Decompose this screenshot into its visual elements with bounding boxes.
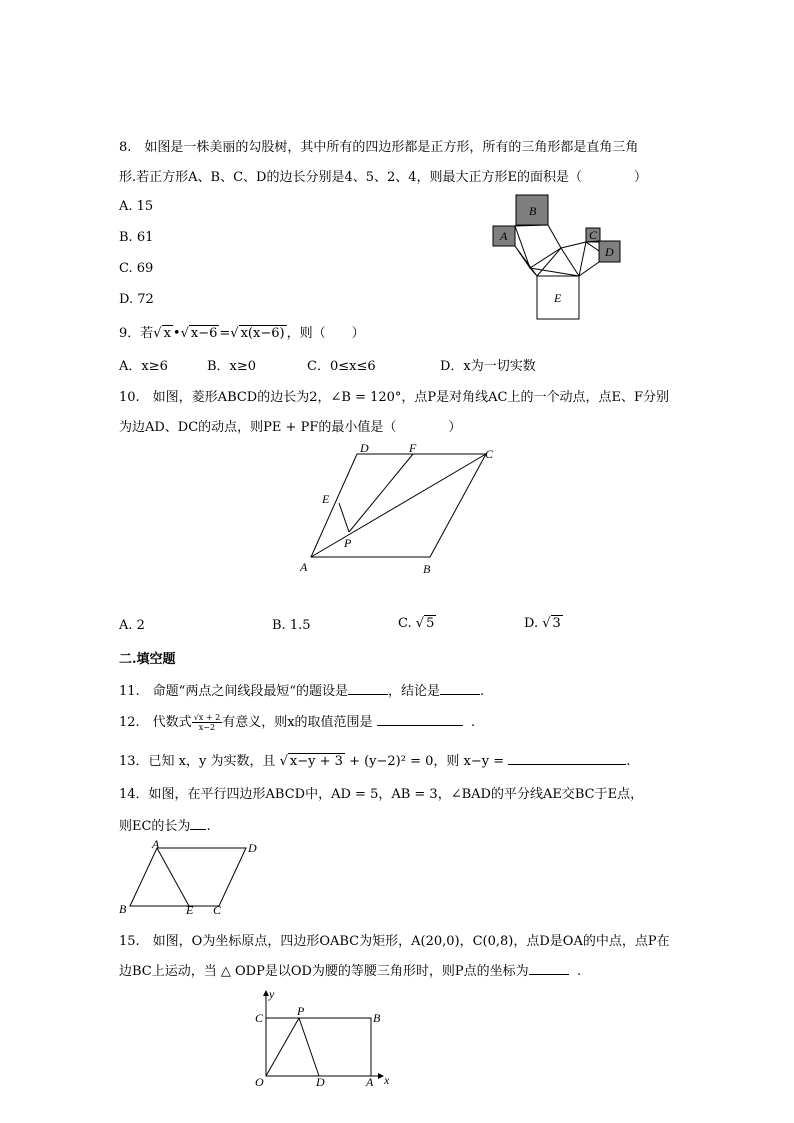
q13-blank[interactable] (508, 764, 626, 765)
q14-label-e: E (186, 903, 194, 917)
q10-label-d: D (360, 441, 369, 455)
q8-label-c: C (589, 228, 598, 242)
q10-option-d-prefix: D. (524, 616, 539, 631)
q15-label-a: A (366, 1075, 374, 1089)
q8-option-a: A. 15 (119, 199, 154, 214)
q15-label-d: D (316, 1075, 325, 1089)
q12-numerator: √x + 2 (193, 713, 221, 722)
q8-label-a: A (500, 229, 508, 243)
q9-rad3: x(x−6) (240, 326, 285, 341)
q8-line1: 8. 如图是一株美丽的勾股树，其中所有的四边形都是正方形，所有的三角形都是直角三角 (119, 140, 639, 155)
radical-sign-icon: √ (542, 616, 551, 631)
q11-blank-1[interactable] (348, 694, 388, 695)
q8-option-b: B. 61 (119, 230, 154, 245)
q10-label-p: P (344, 536, 352, 550)
q12-blank[interactable] (377, 725, 463, 726)
q10-label-b: B (423, 562, 431, 576)
q15-coordinate-figure (250, 988, 395, 1088)
q10-option-d (524, 616, 563, 631)
q12-fraction (192, 713, 223, 732)
q9-prefix: 9．若 (119, 326, 154, 341)
section-title: 二.填空题 (119, 652, 176, 667)
q10-label-f: F (409, 441, 417, 455)
q9-suffix: ，则（ ） (286, 326, 365, 341)
q8-label-d: D (605, 245, 614, 259)
q10-line1: 10. 如图，菱形ABCD的边长为2，∠B = 120°，点P是对角线AC上的一个动点，点E、F分别 (119, 390, 670, 405)
q11-part-c: . (479, 684, 485, 699)
q15-line1: 15. 如图，O为坐标原点，四边形OABC为矩形，A(20,0)，C(0,8)，点D是OA的中点，点P在 (119, 934, 670, 949)
q10-option-c-rad: 5 (426, 616, 435, 631)
q12-denominator: x−2 (198, 723, 216, 732)
q9-eq: = (219, 326, 231, 341)
q14-line1: 14．如图，在平行四边形ABCD中，AD = 5，AB = 3，∠BAD的平分线AE交BC于E点， (119, 787, 644, 802)
q10-line2: 为边AD、DC的动点，则PE + PF的最小值是（ ） (119, 420, 462, 435)
q8-option-c: C. 69 (119, 261, 154, 276)
q13-radicand: x−y + 3 (289, 754, 343, 769)
q9-option-d: D．x为一切实数 (440, 359, 536, 374)
q14-label-b: B (119, 902, 127, 916)
q11-blank-2[interactable] (440, 694, 480, 695)
q14-label-c: C (213, 903, 222, 917)
q14-line2 (119, 815, 211, 834)
q15-label-p: P (297, 1004, 305, 1018)
q9-option-c: C．0≤x≤6 (307, 359, 376, 374)
q11-part-a: 11. 命题“两点之间线段最短“的题设是 (119, 684, 348, 699)
q14-label-d: D (248, 841, 257, 855)
q13-part-b: + (y−2)² = 0，则 x−y = (349, 754, 505, 769)
q12-part-a: 12. 代数式 (119, 715, 192, 730)
q8-pythagoras-tree-figure (490, 193, 625, 323)
q14-line2-a: 则EC的长为 (119, 819, 191, 834)
q10-rhombus-figure (296, 440, 506, 578)
q14-line2-b: . (206, 819, 211, 834)
q15-line2-a: 边BC上运动，当 △ ODP是以OD为腰的等腰三角形时，则P点的坐标为 (119, 964, 529, 979)
q9-dot: • (172, 326, 181, 341)
q15-line2-b: . (576, 964, 582, 979)
q9-rad2: x−6 (190, 326, 218, 341)
q10-label-e: E (322, 492, 330, 506)
q15-label-b: B (373, 1011, 381, 1025)
q10-option-d-rad: 3 (552, 616, 561, 631)
q15-label-y: y (269, 987, 275, 1001)
q14-label-a: A (152, 837, 160, 851)
q8-line2: 形.若正方形A、B、C、D的边长分别是4、5、2、4，则最大正方形E的面积是（ ） (119, 170, 648, 185)
q15-label-x: x (384, 1073, 390, 1087)
q10-label-a: A (300, 560, 308, 574)
q11-part-b: ，结论是 (387, 684, 440, 699)
q10-label-c: C (485, 447, 494, 461)
q12-part-b: 有意义，则x的取值范围是 (222, 715, 373, 730)
radical-sign-icon: √ (415, 616, 425, 631)
q8-label-b: B (529, 204, 537, 218)
q9-rad1: x (163, 326, 171, 341)
q14-parallelogram-figure (116, 838, 266, 918)
q12-stem (119, 711, 475, 732)
q13-part-c: . (626, 754, 631, 769)
q10-option-c-prefix: C. (398, 616, 412, 631)
q15-label-o: O (255, 1075, 264, 1089)
radical-sign-icon: √ (153, 326, 162, 341)
q11-stem (119, 680, 484, 699)
q13-stem (119, 750, 630, 769)
q10-option-b: B. 1.5 (272, 618, 311, 633)
radical-sign-icon: √ (230, 326, 239, 341)
q12-part-c: . (470, 715, 476, 730)
q9-stem (119, 322, 365, 341)
q15-blank[interactable] (529, 974, 569, 975)
q9-option-a: A．x≥6 (119, 359, 168, 374)
q10-option-c (398, 616, 436, 631)
radical-sign-icon: √ (180, 326, 189, 341)
q9-option-b: B．x≥0 (207, 359, 257, 374)
q10-option-a: A. 2 (119, 618, 145, 633)
radical-sign-icon: √ (279, 754, 288, 769)
q13-part-a: 13．已知 x，y 为实数，且 (119, 754, 276, 769)
q8-option-d: D. 72 (119, 292, 154, 307)
q14-blank[interactable] (190, 829, 206, 830)
q15-line2 (119, 960, 581, 979)
q15-label-c: C (255, 1011, 264, 1025)
q8-label-e: E (554, 291, 562, 305)
